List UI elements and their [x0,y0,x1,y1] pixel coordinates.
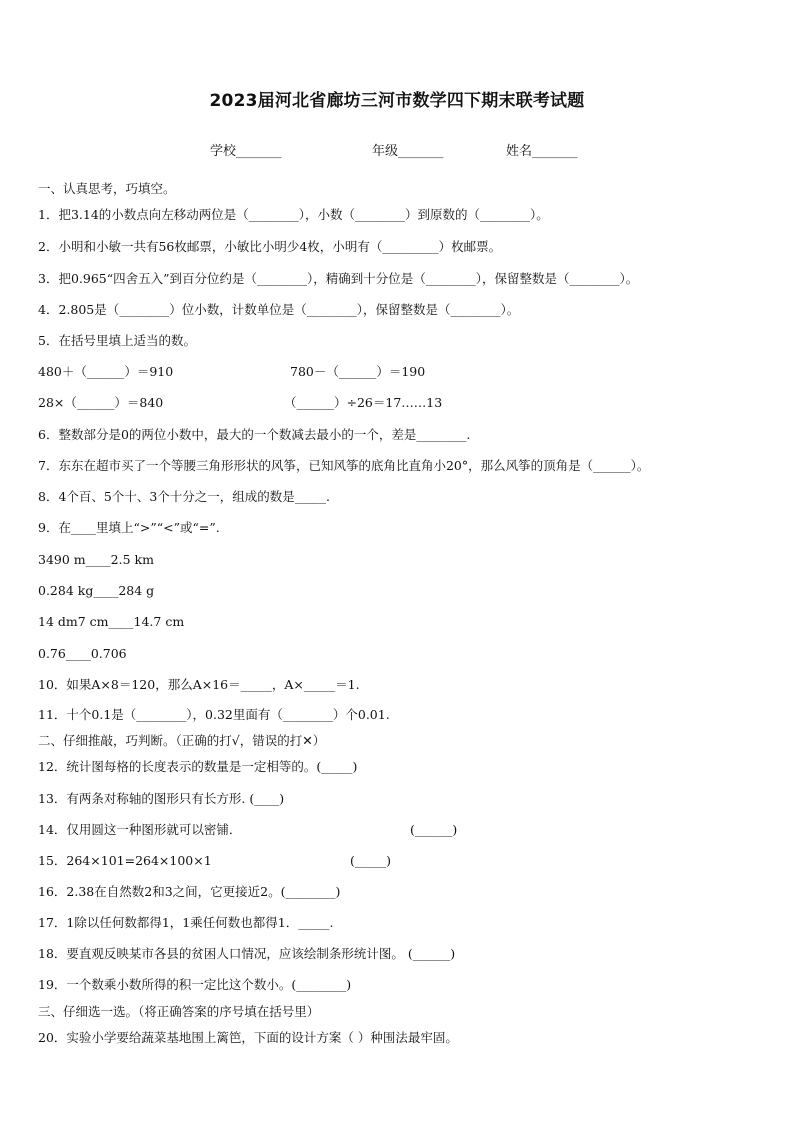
question-11: 11．十个0.1是（________），0.32里面有（________）个0.01. [38,707,390,722]
question-3: 3．把0.965“四舍五入”到百分位约是（________），精确到十分位是（________），保留整数是（________）。 [38,271,639,286]
question-9b: 0.284 kg____284 g [38,583,155,598]
section-heading: 三、仔细选一选。（将正确答案的序号填在括号里） [38,1004,320,1019]
question-16: 16．2.38在自然数2和3之间，它更接近2。(________) [38,884,341,899]
grade-field: 年级_______ [372,144,444,159]
question-15-answer: (_____) [350,853,392,868]
question-1: 1．把3.14的小数点向左移动两位是（________），小数（________）到原数的（________）。 [38,207,549,222]
question-13: 13．有两条对称轴的图形只有长方形. (____) [38,791,285,806]
question-20: 20．实验小学要给蔬菜基地围上篱笆，下面的设计方案（ ）种围法最牢固。 [38,1030,458,1045]
question-5b: 780－（______）＝190 [290,364,426,379]
question-7: 7．东东在超市买了一个等腰三角形形状的风筝，已知风筝的底角比直角小20°，那么风筝的顶角是（______）。 [38,458,650,473]
question-18: 18．要直观反映某市各县的贫困人口情况，应该绘制条形统计图。 (______) [38,946,456,961]
question-14: 14．仅用圆这一种图形就可以密铺． [38,822,242,837]
question-9d: 0.76____0.706 [38,646,127,661]
question-6: 6．整数部分是0的两位小数中，最大的一个数减去最小的一个，差是________. [38,427,471,442]
question-5a: 480＋（______）＝910 [38,364,174,379]
section-heading: 一、认真思考，巧填空。 [38,181,176,196]
question-9a: 3490 m____2.5 km [38,552,154,567]
question-12: 12．统计图每格的长度表示的数量是一定相等的。(_____) [38,759,358,774]
question-15: 15．264×101=264×100×1 [38,853,212,868]
school-field: 学校_______ [210,144,282,159]
question-8: 8．4个百、5个十、3个十分之一，组成的数是_____. [38,489,331,504]
section-heading: 二、仔细推敲，巧判断。（正确的打√，错误的打✕） [38,733,326,748]
question-10: 10．如果A×8＝120，那么A×16＝_____，A×_____＝1. [38,677,360,692]
question-9c: 14 dm7 cm____14.7 cm [38,614,185,629]
name-field: 姓名_______ [506,144,578,159]
page-title: 2023届河北省廊坊三河市数学四下期末联考试题 [209,91,585,111]
question-5d: （______）÷26＝17……13 [284,395,443,410]
question-19: 19．一个数乘小数所得的积一定比这个数小。(________) [38,977,352,992]
question-4: 4．2.805是（________）位小数，计数单位是（________），保留整数是（________）。 [38,302,520,317]
question-2: 2．小明和小敏一共有56枚邮票，小敏比小明少4枚，小明有（_________）枚邮票。 [38,239,502,254]
question-9: 9．在____里填上“>”“<”或“=”. [38,520,220,535]
question-5: 5．在括号里填上适当的数。 [38,333,196,348]
question-14-answer: (______) [410,822,458,837]
question-5c: 28×（______）＝840 [38,395,164,410]
question-17: 17．1除以任何数都得1，1乘任何数也都得1．_____. [38,915,334,930]
